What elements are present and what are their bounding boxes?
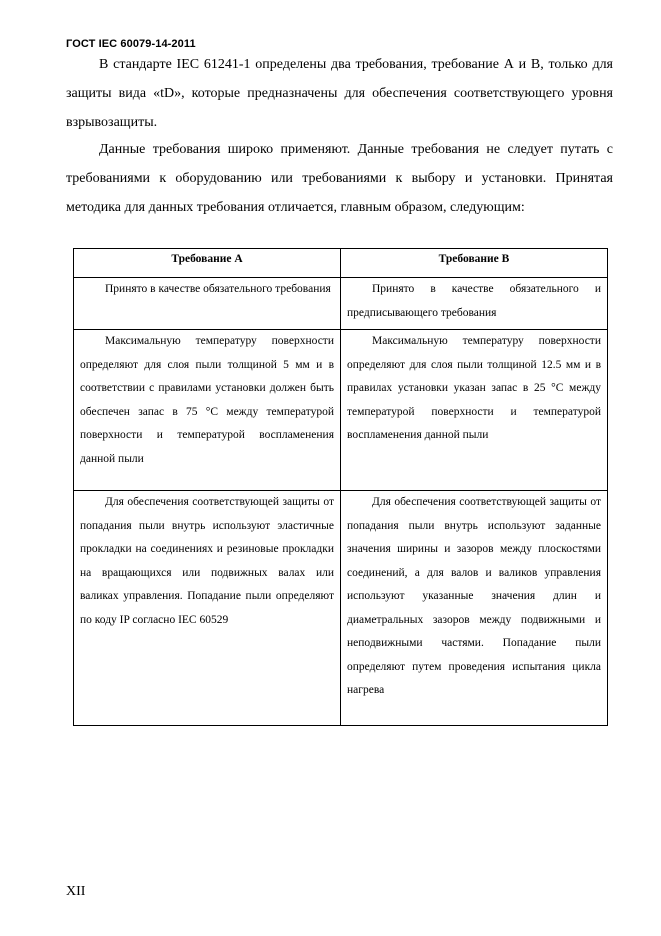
table-cell xyxy=(341,491,608,726)
cell-text: Максимальную температуру поверхности определяют для слоя пыли толщиной 5 мм и в соответствии с правилами установки должен быть обеспечен запас в 75 °С между температурой поверхности и температурой воспламенения данной пыли xyxy=(80,335,334,465)
table-row xyxy=(74,491,608,726)
cell-text: Принято в качестве обязательного и предписывающего требования xyxy=(347,283,601,319)
page-number: XII xyxy=(66,884,86,899)
paragraph-text: Данные требования широко применяют. Данные требования не следует путать с требованиями к оборудованию или требованиями к выбору и установки. Принятая методика для данных требования отличается, главным образом, следующим: xyxy=(66,142,613,215)
column-header-requirement-a: Требование А xyxy=(74,249,341,278)
paragraph-requirements-usage xyxy=(66,135,613,222)
table-row xyxy=(74,330,608,491)
table-cell xyxy=(74,278,341,330)
column-header-requirement-b: Требование В xyxy=(341,249,608,278)
table-cell xyxy=(341,330,608,491)
paragraph-text: В стандарте IEC 61241-1 определены два требования, требование А и В, только для защиты вида «tD», которые предназначены для обеспечения соответствующего уровня взрывозащиты. xyxy=(66,57,613,130)
table-row xyxy=(74,278,608,330)
cell-text: Принято в качестве обязательного требования xyxy=(105,283,331,295)
cell-text: Для обеспечения соответствующей защиты от попадания пыли внутрь используют эластичные прокладки на соединениях и резиновые прокладки на вращающихся или подвижных валах или валиках управления. Попадание пыли определяют по коду IP согласно IEC 60529 xyxy=(80,496,334,626)
cell-text: Максимальную температуру поверхности определяют для слоя пыли толщиной 12.5 мм и в правилах установки указан запас в 25 °С между температурой поверхности и температурой воспламенения данной пыли xyxy=(347,335,601,441)
document-code-header: ГОСТ IEC 60079-14-2011 xyxy=(66,38,196,50)
table-cell xyxy=(74,330,341,491)
paragraph-requirements-intro xyxy=(66,50,613,137)
table-cell xyxy=(341,278,608,330)
requirements-comparison-table xyxy=(73,248,608,726)
table-header-row xyxy=(74,249,608,278)
cell-text: Для обеспечения соответствующей защиты от попадания пыли внутрь используют заданные значения ширины и зазоров между плоскостями соединений, а для валов и валиков управления используют указанные значения длин и диаметральных зазоров между подвижными и неподвижными частями. Попадание пыли определяют путем проведения испытания цикла нагрева xyxy=(347,496,601,696)
table-cell xyxy=(74,491,341,726)
